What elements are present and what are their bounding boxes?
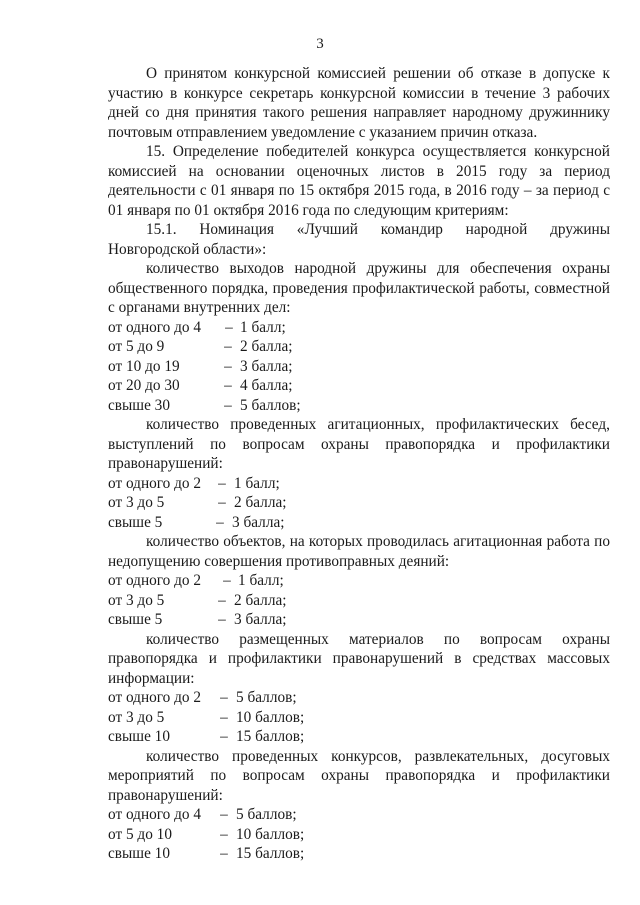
criterion-dash: –: [224, 338, 232, 355]
criterion-title: количество объектов, на которых проводилась агитационная работа по недопущению совершения противоправных деяний:: [108, 533, 610, 570]
criterion-dash: –: [224, 396, 232, 414]
criterion-range: от 5 до 9: [108, 338, 165, 355]
criterion-row: [108, 474, 610, 494]
criterion-range: от 20 до 30: [108, 377, 180, 394]
criterion-dash: –: [220, 728, 228, 745]
criterion-range: от одного до 4: [108, 318, 202, 336]
criterion-dash: –: [216, 513, 224, 531]
criterion-score: 15 баллов;: [236, 845, 305, 862]
criterion-range: от 3 до 5: [108, 494, 165, 511]
criterion-dash: –: [218, 474, 226, 492]
paragraph-winners-definition: 15. Определение победителей конкурса осуществляется конкурсной комиссией на основании оценочных листов в 2015 году за период деятельности с 01 января по 15 октября 2015 года, в 2016 году – за период с 01 января по 01 октября 2016 года по следующим критериям:: [108, 143, 610, 219]
criterion-score: 3 балла;: [234, 611, 287, 628]
criterion-range: от 3 до 5: [108, 591, 165, 609]
criterion-dash: –: [224, 357, 232, 375]
criterion-row: [108, 825, 610, 845]
criterion-dash: –: [223, 572, 231, 589]
criterion-title: количество проведенных конкурсов, развлекательных, досуговых мероприятий по вопросам охраны правопорядка и профилактики правонарушений:: [108, 747, 610, 804]
criterion-score: 3 балла;: [240, 357, 293, 375]
criterion-dash: –: [220, 708, 228, 726]
criterion-dash: –: [220, 806, 228, 823]
criterion-row: [108, 610, 610, 630]
criterion-score: 2 балла;: [234, 494, 287, 511]
criterion-range: свыше 5: [108, 611, 163, 628]
criterion-score: 5 баллов;: [240, 396, 301, 414]
criterion-score: 5 баллов;: [236, 689, 297, 706]
criterion-row: [108, 376, 610, 396]
criterion-score: 2 балла;: [240, 338, 293, 355]
criterion-row: [108, 318, 610, 338]
criterion-dash: –: [218, 591, 226, 609]
criterion-row: [108, 513, 610, 533]
criterion-range: свыше 10: [108, 728, 170, 745]
criterion-score: 10 баллов;: [236, 825, 305, 843]
criterion-range: от одного до 2: [108, 689, 202, 706]
criterion-title: количество размещенных материалов по вопросам охраны правопорядка и профилактики правонарушений в средствах массовых информации:: [108, 630, 610, 687]
criterion-row: [108, 688, 610, 708]
criterion-row: [108, 591, 610, 611]
criterion-range: от 3 до 5: [108, 708, 165, 726]
criterion-score: 1 балл;: [234, 474, 280, 492]
criterion-dash: –: [220, 689, 228, 706]
criterion-row: [108, 357, 610, 377]
paragraph-nomination: 15.1. Номинация «Лучший командир народной дружины Новгородской области»:: [108, 221, 610, 258]
page-number: 3: [316, 36, 324, 52]
criterion-range: свыше 30: [108, 396, 170, 414]
paragraph-refusal-notice: О принятом конкурсной комиссией решении об отказе в допуске к участию в конкурсе секретарь конкурсной комиссии в течение 3 рабочих дней со дня принятия такого решения направляет народному дружиннику почтовым отправлением уведомление с указанием причин отказа.: [108, 65, 610, 141]
criterion-title: количество выходов народной дружины для обеспечения охраны общественного порядка, проведения профилактической работы, совместной с органами внутренних дел:: [108, 260, 610, 316]
criterion-range: свыше 10: [108, 845, 170, 862]
criterion-range: от 5 до 10: [108, 825, 172, 843]
criterion-score: 4 балла;: [240, 377, 293, 394]
criterion-score: 1 балл;: [240, 318, 286, 336]
criterion-score: 3 балла;: [232, 513, 285, 531]
criterion-title: количество проведенных агитационных, профилактических бесед, выступлений по вопросам охраны правопорядка и профилактики правонарушений:: [108, 416, 610, 472]
criterion-dash: –: [224, 377, 232, 394]
criterion-dash: –: [220, 845, 228, 862]
criterion-score: 15 баллов;: [236, 728, 305, 745]
criterion-range: свыше 5: [108, 513, 163, 531]
criterion-row: [108, 727, 610, 747]
criterion-row: [108, 844, 610, 864]
criterion-row: [108, 571, 610, 591]
criterion-score: 10 баллов;: [236, 708, 305, 726]
criterion-range: от 10 до 19: [108, 357, 180, 375]
criterion-row: [108, 708, 610, 728]
criterion-dash: –: [225, 318, 233, 336]
page-content: [108, 64, 610, 864]
criterion-row: [108, 805, 610, 825]
criterion-row: [108, 396, 610, 416]
criterion-row: [108, 493, 610, 513]
criterion-score: 1 балл;: [238, 572, 284, 589]
criterion-range: от одного до 2: [108, 572, 202, 589]
criterion-range: от одного до 4: [108, 806, 202, 823]
criterion-dash: –: [218, 611, 226, 628]
criterion-dash: –: [218, 494, 226, 511]
criterion-range: от одного до 2: [108, 474, 202, 492]
criterion-score: 5 баллов;: [236, 806, 297, 823]
criterion-dash: –: [220, 825, 228, 843]
criterion-row: [108, 337, 610, 357]
criterion-score: 2 балла;: [234, 591, 287, 609]
